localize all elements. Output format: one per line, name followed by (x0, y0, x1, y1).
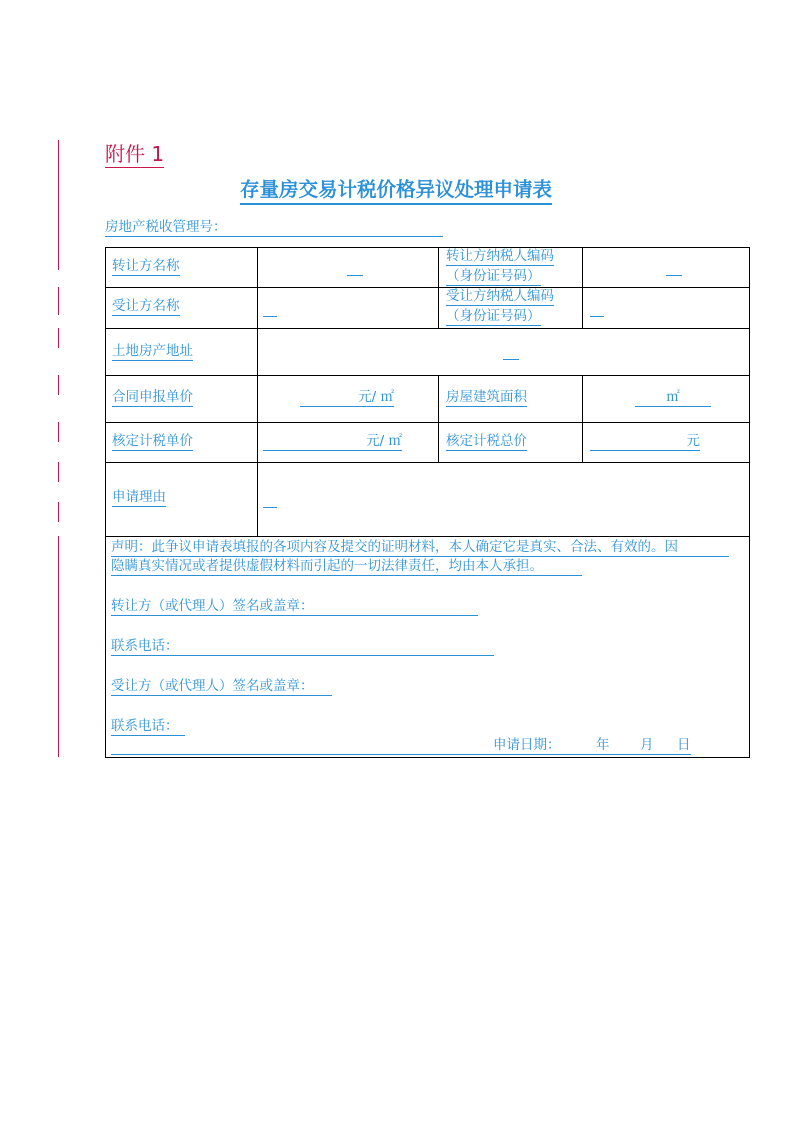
margin-mark (58, 140, 59, 270)
reason-field[interactable] (263, 507, 277, 508)
transferee-id-label: 受让方纳税人编码 (446, 288, 554, 304)
label: 联系电话： (111, 638, 179, 654)
mgmt-no-field[interactable] (105, 218, 443, 237)
margin-mark (58, 287, 59, 315)
transferee-name-field[interactable] (263, 316, 277, 317)
month-label: 月 (640, 737, 654, 753)
unit: 元 (686, 433, 700, 449)
assessed-total-label: 核定计税总价 (446, 433, 527, 449)
contract-price-field[interactable] (300, 388, 394, 407)
margin-mark (58, 422, 59, 442)
date-label: 申请日期： (493, 737, 561, 753)
assessed-price-label: 核定计税单价 (112, 433, 193, 449)
margin-mark (58, 375, 59, 395)
label: 联系电话： (111, 718, 179, 734)
transferor-name-field[interactable] (347, 275, 363, 276)
transferor-name-label: 转让方名称 (112, 258, 180, 274)
transferor-phone-field[interactable] (111, 637, 494, 656)
contract-price-label: 合同申报单价 (112, 389, 193, 405)
assessed-price-field[interactable] (263, 432, 402, 451)
unit: ㎡ (666, 389, 680, 405)
address-label: 土地房产地址 (112, 343, 193, 359)
attachment-label: 附件 1 (105, 142, 165, 166)
application-date-field[interactable] (111, 736, 691, 755)
label: 受让方（或代理人）签名或盖章： (111, 678, 314, 694)
transferee-id-field[interactable] (590, 316, 604, 317)
label: 转让方（或代理人）签名或盖章： (111, 598, 314, 614)
transferor-id-field[interactable] (666, 275, 682, 276)
transferee-signature-field[interactable] (111, 677, 332, 696)
address-field[interactable] (503, 359, 519, 360)
transferee-id-label-2: （身份证号码） (446, 308, 541, 324)
margin-mark (58, 462, 59, 482)
transferor-id-label: 转让方纳税人编码 (446, 248, 554, 264)
transferor-id-label-2: （身份证号码） (446, 268, 541, 284)
margin-mark (58, 502, 59, 522)
reason-label: 申请理由 (112, 489, 166, 505)
mgmt-no-label: 房地产税收管理号： (105, 219, 227, 235)
margin-mark (58, 328, 59, 348)
page-title: 存量房交易计税价格异议处理申请表 (240, 177, 552, 205)
day-label: 日 (677, 737, 691, 753)
declaration-line-2: 隐瞒真实情况或者提供虚假材料而引起的一切法律责任，均由本人承担。 (111, 557, 582, 576)
declaration-line-1: 声明：此争议申请表填报的各项内容及提交的证明材料，本人确定它是真实、合法、有效的。因 (111, 538, 729, 557)
unit: 元/ ㎡ (366, 433, 402, 449)
transferee-phone-field[interactable] (111, 717, 185, 736)
area-field[interactable] (635, 388, 711, 407)
year-label: 年 (596, 737, 610, 753)
assessed-total-field[interactable] (590, 432, 700, 451)
margin-mark (58, 536, 59, 757)
area-label: 房屋建筑面积 (446, 389, 527, 405)
transferor-signature-field[interactable] (111, 597, 478, 616)
transferee-name-label: 受让方名称 (112, 298, 180, 314)
unit: 元/ ㎡ (358, 389, 394, 405)
